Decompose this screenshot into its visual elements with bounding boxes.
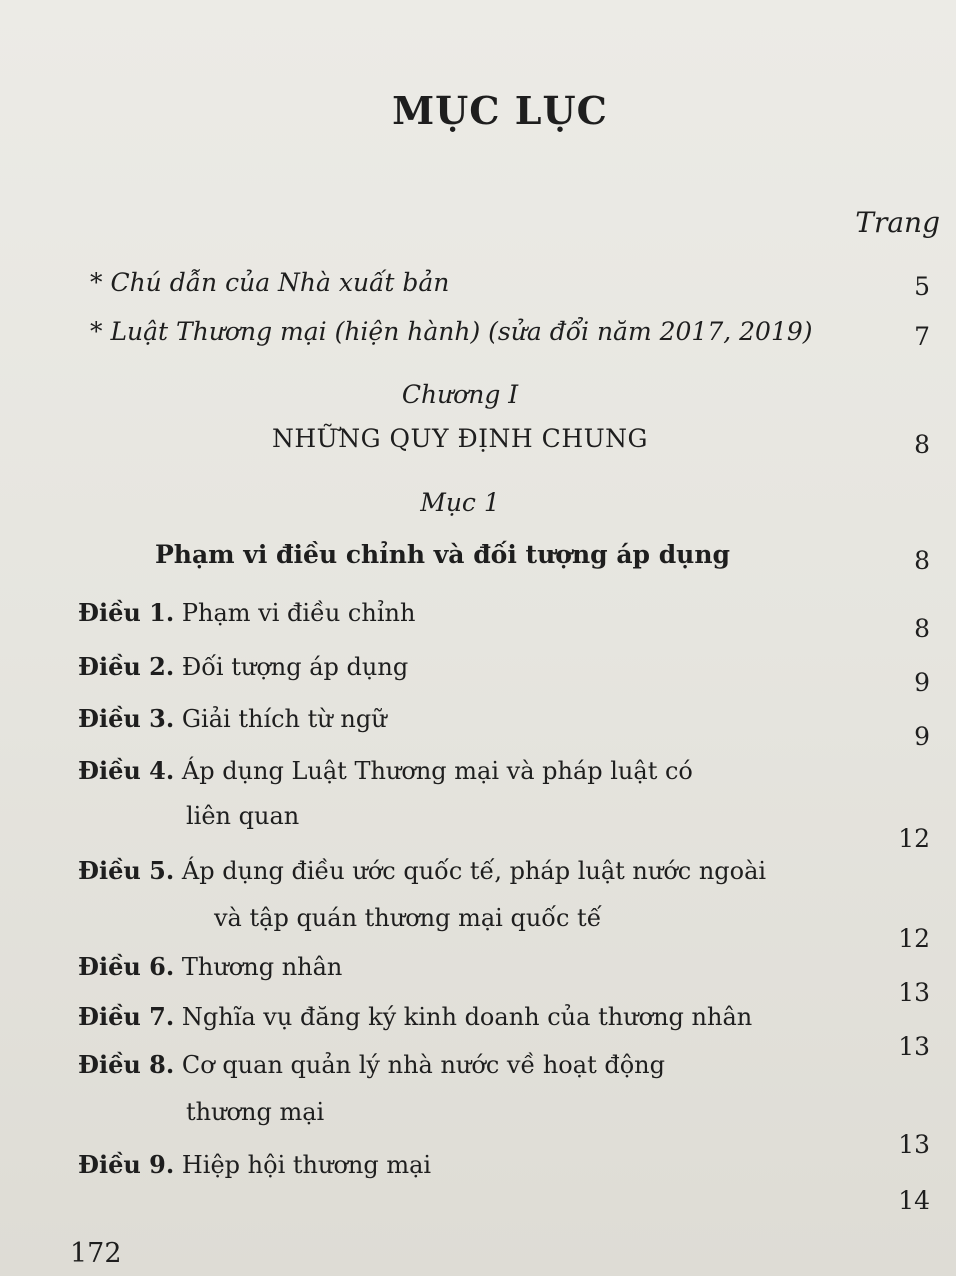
article-title: Giải thích từ ngữ bbox=[181, 705, 387, 733]
chapter-title: NHỮNG QUY ĐỊNH CHUNG bbox=[271, 424, 649, 453]
chapter-label: Chương I bbox=[401, 380, 519, 409]
toc-page-number: 12 bbox=[898, 824, 930, 853]
article-number: Điều 6. bbox=[78, 952, 175, 981]
toc-entry-article bbox=[78, 598, 415, 627]
toc-page-number: 14 bbox=[898, 1186, 930, 1215]
page-title: MỤC LỤC bbox=[392, 88, 608, 133]
article-number: Điều 7. bbox=[78, 1002, 175, 1031]
toc-page-number: 13 bbox=[898, 1032, 930, 1061]
toc-page-number: 13 bbox=[898, 978, 930, 1007]
article-number: Điều 2. bbox=[78, 652, 175, 681]
article-number: Điều 4. bbox=[78, 756, 175, 785]
article-title: Nghĩa vụ đăng ký kinh doanh của thương nhân bbox=[181, 1003, 753, 1031]
toc-entry-article bbox=[78, 704, 387, 733]
toc-entry-article bbox=[78, 856, 766, 885]
toc-entry-article bbox=[78, 1050, 665, 1079]
toc-entry-article bbox=[78, 1002, 752, 1031]
toc-entry-article bbox=[78, 1150, 431, 1179]
article-title: Áp dụng điều ước quốc tế, pháp luật nước ngoài bbox=[181, 857, 767, 885]
article-title: Áp dụng Luật Thương mại và pháp luật có bbox=[181, 757, 693, 785]
article-title: Hiệp hội thương mại bbox=[181, 1151, 432, 1179]
toc-page-number: 5 bbox=[914, 272, 930, 301]
article-number: Điều 3. bbox=[78, 704, 175, 733]
toc-entry-law: * Luật Thương mại (hiện hành) (sửa đổi năm 2017, 2019) bbox=[90, 317, 813, 346]
page-column-header: Trang bbox=[855, 206, 940, 239]
folio-page-number: 172 bbox=[70, 1238, 122, 1269]
toc-page-number: 8 bbox=[914, 614, 930, 643]
article-title: Phạm vi điều chỉnh bbox=[181, 599, 416, 627]
toc-page-number: 8 bbox=[914, 430, 930, 459]
toc-page-number: 8 bbox=[914, 546, 930, 575]
article-number: Điều 8. bbox=[78, 1050, 175, 1079]
toc-page-number: 13 bbox=[898, 1130, 930, 1159]
section-title: Phạm vi điều chỉnh và đối tượng áp dụng bbox=[155, 540, 731, 569]
article-number: Điều 9. bbox=[78, 1150, 175, 1179]
article-title-continuation: liên quan bbox=[186, 802, 300, 830]
article-title: Cơ quan quản lý nhà nước về hoạt động bbox=[181, 1051, 665, 1079]
toc-entry-publisher-note: * Chú dẫn của Nhà xuất bản bbox=[90, 268, 450, 297]
article-title: Thương nhân bbox=[181, 953, 343, 981]
article-title-continuation: và tập quán thương mại quốc tế bbox=[214, 904, 602, 932]
toc-page-number: 9 bbox=[914, 668, 930, 697]
article-number: Điều 1. bbox=[78, 598, 175, 627]
toc-entry-article bbox=[78, 756, 693, 785]
toc-entry-article bbox=[78, 652, 408, 681]
article-number: Điều 5. bbox=[78, 856, 175, 885]
toc-page-number: 9 bbox=[914, 722, 930, 751]
article-title-continuation: thương mại bbox=[186, 1098, 325, 1126]
section-label: Mục 1 bbox=[420, 488, 500, 517]
toc-page-number: 12 bbox=[898, 924, 930, 953]
article-title: Đối tượng áp dụng bbox=[181, 653, 409, 681]
toc-page-number: 7 bbox=[914, 322, 930, 351]
toc-entry-article bbox=[78, 952, 342, 981]
